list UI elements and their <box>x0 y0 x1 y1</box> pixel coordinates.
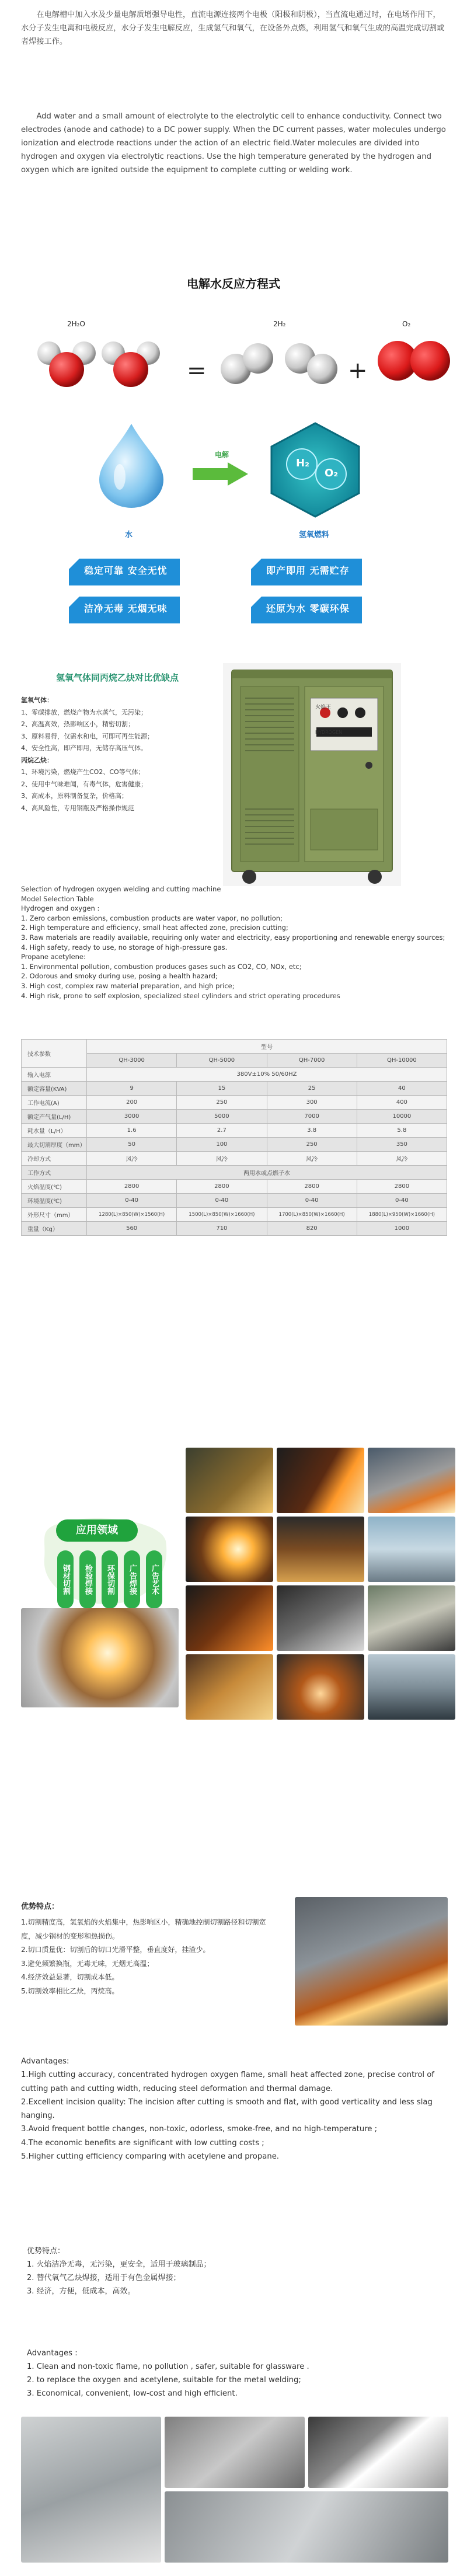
table-cell-label: 冷却方式 <box>22 1152 87 1166</box>
table-cell: 250 <box>267 1138 357 1152</box>
table-cell: 1280(L)×850(W)×1560(H) <box>87 1208 177 1222</box>
table-model: QH-7000 <box>267 1054 357 1068</box>
pros-cons-title: 氢氧气体同丙烷乙炔对比优缺点 <box>56 672 179 683</box>
model-line: 1. Zero carbon emissions, combustion products are water vapor, no pollution; <box>21 914 283 922</box>
advantage-item: 1.High cutting accuracy, concentrated hydrogen oxygen flame, small heat affected zone, precise control of cutting path and cutting width, reducing steel deformation and thermal damage. <box>21 2070 435 2093</box>
application-item: 广告焊接 <box>124 1550 140 1609</box>
machine-logo-text: 火焰王 <box>315 705 332 710</box>
application-item: 广告艺术 <box>146 1550 162 1609</box>
welding-photo-4 <box>165 2491 448 2563</box>
cutting-photo-7 <box>21 1608 179 1707</box>
table-cell: 0-40 <box>357 1194 447 1208</box>
table-cell-label: 工作方式 <box>22 1166 87 1180</box>
table-cell: 0-40 <box>87 1194 177 1208</box>
hydrogen-item: 2、高温高效，热影响区小，精密切割； <box>21 720 134 728</box>
cutting-photo-13 <box>368 1654 455 1720</box>
model-line: 2. High temperature and efficiency, small heat affected zone, precision cutting; <box>21 923 288 932</box>
table-row <box>22 1194 447 1208</box>
advantage-item: 3.避免频繁换瓶，无毒无味，无烟无高温； <box>21 1959 154 1968</box>
welding-photo-2 <box>165 2417 305 2488</box>
model-line: Selection of hydrogen oxygen welding and cutting machine <box>21 885 221 893</box>
advantages2-en-list <box>27 2347 459 2400</box>
table-cell: 7000 <box>267 1110 357 1124</box>
hydrogen-item: 1、零碳排放，燃烧产物为水蒸气，无污染； <box>21 708 147 716</box>
cutting-photo-3 <box>368 1448 455 1513</box>
table-row <box>22 1124 447 1138</box>
advantage-item: 2.切口质量优：切割后的切口光滑平整，垂直度好，挂渣少。 <box>21 1946 210 1954</box>
table-cell: 风冷 <box>267 1152 357 1166</box>
table-cell: 1880(L)×950(W)×1660(H) <box>357 1208 447 1222</box>
table-cell: 3.8 <box>267 1124 357 1138</box>
advantages-en-list <box>21 2055 453 2163</box>
advantages2-en-heading: Advantages : <box>27 2349 78 2358</box>
advantage-item: 3.Avoid frequent bottle changes, non-toxic, odorless, smoke-free, and no high-temperature ; <box>21 2125 378 2134</box>
table-cell: 风冷 <box>87 1152 177 1166</box>
model-line: 4. High safety, ready to use, no storage of high-pressure gas. <box>21 943 228 951</box>
table-row <box>22 1082 447 1096</box>
welding-machine-image <box>223 663 401 886</box>
table-cell: 风冷 <box>177 1152 267 1166</box>
cutting-photo-6 <box>368 1517 455 1582</box>
hydrogen-formula-label: 2H₂ <box>273 320 286 328</box>
model-line: 2. Odorous and smoky during use, posing a health hazard; <box>21 972 218 981</box>
table-cell: 2.7 <box>177 1124 267 1138</box>
hydrogen-molecules-icon <box>221 333 343 397</box>
advantages-heading: 优势特点： <box>21 1902 60 1911</box>
welding-photo-3 <box>308 2417 448 2488</box>
table-cell: 0-40 <box>267 1194 357 1208</box>
table-model: QH-10000 <box>357 1054 447 1068</box>
cutting-photo-9 <box>277 1585 364 1651</box>
table-cell-label: 火焰温度(℃) <box>22 1180 87 1194</box>
advantages2-heading: 优势特点： <box>27 2247 65 2256</box>
fuel-label: 氢氧燃料 <box>299 531 330 539</box>
table-cell: 40 <box>357 1082 447 1096</box>
table-cell: 3000 <box>87 1110 177 1124</box>
table-row <box>22 1040 447 1054</box>
application-item: 检验焊接 <box>79 1550 96 1609</box>
advantage-item: 3. 经济，方便，低成本，高效。 <box>27 2287 135 2296</box>
propane-item: 4、高风险性，专用钢瓶及严格操作规范 <box>21 804 134 812</box>
table-cell: 250 <box>177 1096 267 1110</box>
propane-item: 3、高成本，原料制备复杂，价格高； <box>21 792 128 800</box>
table-cell: 350 <box>357 1138 447 1152</box>
advantage-item: 2.Excellent incision quality: The incision after cutting is smooth and flat, with good verticality and less slag hanging. <box>21 2097 433 2121</box>
h2-bubble-label: H₂ <box>296 457 309 469</box>
plus-sign: + <box>348 357 368 384</box>
application-item: 环保切割 <box>102 1550 118 1609</box>
model-line: 3. Raw materials are readily available, requiring only water and electricity, easy proportioning and renewable energy sources; <box>21 933 445 942</box>
advantage-item: 4.The economic benefits are significant with low cutting costs ; <box>21 2138 264 2148</box>
table-cell: 5000 <box>177 1110 267 1124</box>
table-cell-label: 重量（Kg） <box>22 1222 87 1236</box>
table-cell: 1.6 <box>87 1124 177 1138</box>
table-cell-label: 外形尺寸（mm） <box>22 1208 87 1222</box>
table-header-group: 型号 <box>87 1040 447 1054</box>
table-header-label: 技术参数 <box>22 1040 87 1068</box>
table-cell: 200 <box>87 1096 177 1110</box>
hydrogen-item: 3、原料易得，仅需水和电，可即可再生能源； <box>21 732 154 740</box>
table-cell: 560 <box>87 1222 177 1236</box>
advantage-item: 3. Economical, convenient, low-cost and high efficient. <box>27 2389 238 2398</box>
feature-tile-3 <box>69 597 180 623</box>
oxygen-formula-label: O₂ <box>402 320 411 328</box>
table-cell: 1000 <box>357 1222 447 1236</box>
advantages-zh-list <box>21 1916 278 1999</box>
advantage-item: 2. 替代氧气乙炔焊接，适用于有色金属焊接； <box>27 2274 181 2282</box>
hydrogen-heading: 氢氧气体： <box>21 696 53 704</box>
feature-tile-2 <box>251 559 362 585</box>
table-cell: 300 <box>267 1096 357 1110</box>
table-cell: 820 <box>267 1222 357 1236</box>
table-cell: 400 <box>357 1096 447 1110</box>
equation-title: 电解水反应方程式 <box>187 277 280 291</box>
plasma-cutting-photo <box>295 1897 448 2026</box>
table-cell-label: 环境温度(℃) <box>22 1194 87 1208</box>
table-row <box>22 1222 447 1236</box>
table-row <box>22 1110 447 1124</box>
table-cell: 两用水或点燃子水 <box>87 1166 447 1180</box>
advantage-item: 1. 火焰洁净无毒，无污染，更安全，适用于玻璃制品； <box>27 2260 211 2269</box>
table-cell: 风冷 <box>357 1152 447 1166</box>
table-cell: 2800 <box>87 1180 177 1194</box>
model-line: Propane acetylene: <box>21 953 86 961</box>
advantage-item: 5.Higher cutting efficiency comparing with acetylene and propane. <box>21 2152 279 2162</box>
intro-chinese-text: 在电解槽中加入水及少量电解质增强导电性，直流电源连接两个电极（阳极和阴极），当直流电通过时，在电场作用下，水分子发生电离和电极反应，水分子发生电解反应，生成氢气和氧气，在设备外点燃，利用氢气和氧气生成的高温完成切割或者焊接工作。 <box>21 11 445 46</box>
table-cell: 50 <box>87 1138 177 1152</box>
advantage-item: 1.切割精度高，氢氧焰的火焰集中，热影响区小，精确地控制切割路径和切割宽度，减少钢材的变形和热损伤。 <box>21 1918 266 1940</box>
table-cell: 15 <box>177 1082 267 1096</box>
table-cell-label: 耗水量（L/H） <box>22 1124 87 1138</box>
advantage-item: 1. Clean and non-toxic flame, no pollution , safer, suitable for glassware . <box>27 2362 309 2371</box>
advantage-item: 5.切割效率相比乙炔，丙烷高。 <box>21 1986 119 1995</box>
cutting-photo-2 <box>277 1448 364 1513</box>
table-cell: 1500(L)×850(W)×1660(H) <box>177 1208 267 1222</box>
propane-heading: 丙烷乙炔： <box>21 756 53 764</box>
table-cell: 9 <box>87 1082 177 1096</box>
model-selection-text <box>21 884 453 1001</box>
table-cell-label: 工作电流(A) <box>22 1096 87 1110</box>
table-cell-label: 输入电源 <box>22 1068 87 1082</box>
equals-sign: = <box>187 357 207 384</box>
table-cell: 380V±10% 50/60HZ <box>87 1068 447 1082</box>
table-row <box>22 1166 447 1180</box>
water-formula-label: 2H₂O <box>67 320 85 328</box>
intro-english-text: Add water and a small amount of electrolyte to the electrolytic cell to enhance conductivity. Connect two electrodes (anode and cathode) to a DC power supply. When the DC current passes, water molecules undergo ionization and electrode reactions under the action of an electric field.Water molecules are divided into hydrogen and oxygen via electrolytic reactions. Use the high temperature generated by the hydrogen and oxygen which are ignited outside the equipment to complete cutting or welding work. <box>21 112 446 175</box>
feature-tile-1 <box>69 559 180 585</box>
advantages-en-heading: Advantages: <box>21 2057 69 2066</box>
table-model: QH-5000 <box>177 1054 267 1068</box>
table-model: QH-3000 <box>87 1054 177 1068</box>
table-cell: 2800 <box>357 1180 447 1194</box>
table-cell: 100 <box>177 1138 267 1152</box>
table-cell: 5.8 <box>357 1124 447 1138</box>
table-row <box>22 1180 447 1194</box>
oxygen-molecule-icon <box>377 337 452 384</box>
feature-tile-1-text: 稳定可靠 安全无忧 <box>84 565 168 576</box>
table-cell: 2800 <box>177 1180 267 1194</box>
hydrogen-oxygen-fuel-icon <box>266 420 365 520</box>
table-cell: 10000 <box>357 1110 447 1124</box>
electrolysis-label: 电解 <box>215 451 229 459</box>
table-row <box>22 1096 447 1110</box>
table-row <box>22 1208 447 1222</box>
table-cell: 1700(L)×850(W)×1660(H) <box>267 1208 357 1222</box>
cutting-photo-1 <box>186 1448 273 1513</box>
table-cell-label: 最大切割厚度（mm） <box>22 1138 87 1152</box>
feature-tile-3-text: 洁净无毒 无烟无味 <box>84 603 168 614</box>
machine-brand-plate: HYDROGEN <box>315 730 343 735</box>
propane-item: 2、使用中气味难闻，有毒气体，危害健康； <box>21 780 147 788</box>
model-line: 4. High risk, prone to self explosion, specialized steel cylinders and strict operating procedures <box>21 991 340 1000</box>
feature-tile-4-text: 还原为水 零碳环保 <box>266 603 350 614</box>
table-cell: 710 <box>177 1222 267 1236</box>
model-line: Hydrogen and oxygen : <box>21 904 100 913</box>
cutting-photo-8 <box>186 1585 273 1651</box>
welding-photo-1 <box>21 2417 161 2563</box>
propane-item: 1、环境污染，燃烧产生CO2、CO等气体； <box>21 768 145 776</box>
water-molecules-icon <box>36 330 170 400</box>
o2-bubble-label: O₂ <box>325 467 339 479</box>
spec-table <box>21 1039 447 1236</box>
model-line: Model Selection Table <box>21 894 94 903</box>
cutting-photo-5 <box>277 1517 364 1582</box>
table-row <box>22 1068 447 1082</box>
table-row <box>22 1138 447 1152</box>
pros-cons-list <box>21 695 184 814</box>
hydrogen-item: 4、安全性高，即产即用，无储存高压气体。 <box>21 744 147 752</box>
table-cell-label: 额定产气量(L/H) <box>22 1110 87 1124</box>
application-title: 应用领域 <box>56 1519 138 1542</box>
feature-tile-4 <box>251 597 362 623</box>
water-label: 水 <box>125 531 133 539</box>
model-line: 3. High cost, complex raw material preparation, and high price; <box>21 981 235 990</box>
advantages2-zh-list <box>27 2244 459 2298</box>
feature-tile-2-text: 即产即用 无需贮存 <box>266 565 350 576</box>
table-cell: 0-40 <box>177 1194 267 1208</box>
water-drop-icon <box>93 421 169 509</box>
table-cell-label: 额定容量(KVA) <box>22 1082 87 1096</box>
advantage-item: 2. to replace the oxygen and acetylene, suitable for the metal welding; <box>27 2376 301 2385</box>
table-row <box>22 1152 447 1166</box>
cutting-photo-4 <box>186 1517 273 1582</box>
table-cell: 25 <box>267 1082 357 1096</box>
arrow-right-icon <box>193 462 251 486</box>
cutting-photo-11 <box>186 1654 273 1720</box>
cutting-photo-10 <box>368 1585 455 1651</box>
advantage-item: 4.经济效益显著，切割成本低。 <box>21 1973 119 1982</box>
model-line: 1. Environmental pollution, combustion produces gases such as CO2, CO, NOx, etc; <box>21 962 302 971</box>
application-item: 钢材切割 <box>57 1550 74 1609</box>
table-cell: 2800 <box>267 1180 357 1194</box>
cutting-photo-12 <box>277 1654 364 1720</box>
